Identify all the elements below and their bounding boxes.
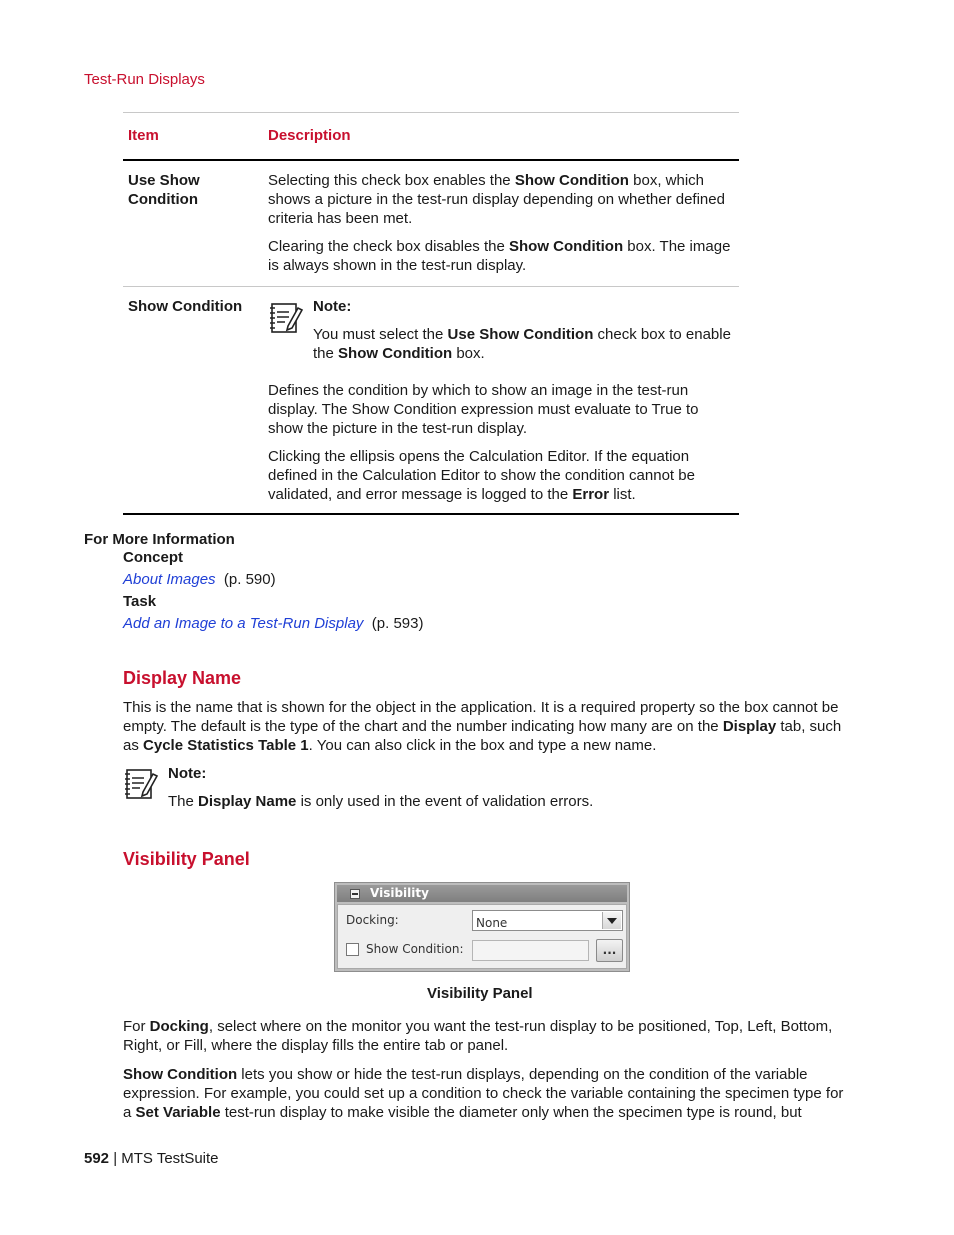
row-divider bbox=[123, 286, 739, 287]
table-bottom-rule bbox=[123, 513, 739, 515]
row1-item-line1: Use Show bbox=[128, 172, 200, 189]
table-top-rule bbox=[123, 112, 739, 113]
add-image-link[interactable]: Add an Image to a Test-Run Display bbox=[123, 615, 364, 632]
show-condition-input[interactable] bbox=[472, 940, 589, 961]
visibility-panel-heading: Visibility Panel bbox=[123, 849, 250, 869]
show-condition-label: Show Condition: bbox=[366, 942, 464, 956]
docking-value: None bbox=[476, 916, 508, 930]
display-name-note-label: Note: bbox=[168, 765, 207, 782]
page-footer bbox=[84, 1149, 219, 1168]
row2-paragraph2: Clicking the ellipsis opens the Calculation Editor. If the equation defined in the Calculation Editor to show the condition cannot be validated, and error message is logged to the Error list. bbox=[268, 448, 695, 503]
show-condition-checkbox[interactable] bbox=[346, 943, 359, 956]
concept-reference bbox=[123, 570, 276, 589]
row2-note-text: You must select the Use Show Condition check box to enable the Show Condition box. bbox=[313, 326, 731, 362]
visibility-panel-header[interactable] bbox=[337, 885, 627, 902]
show-condition-paragraph: Show Condition lets you show or hide the test-run displays, depending on the condition of the variable expression. For example, you could set up a condition to check the variable containing the specimen type for a Set Variable test-run display to make visible the diameter only when the specimen type is round, but bbox=[123, 1066, 844, 1121]
row2-item: Show Condition bbox=[128, 298, 243, 315]
concept-label: Concept bbox=[123, 549, 183, 566]
collapse-icon[interactable] bbox=[350, 889, 360, 899]
row1-description bbox=[268, 171, 738, 275]
footer-separator: | bbox=[109, 1150, 122, 1167]
visibility-panel-body bbox=[337, 904, 627, 969]
visibility-panel-figure bbox=[334, 882, 630, 972]
display-name-note-text: The Display Name is only used in the event of validation errors. bbox=[168, 793, 594, 810]
task-label: Task bbox=[123, 593, 157, 610]
page-number: 592 bbox=[84, 1150, 110, 1167]
docking-select[interactable] bbox=[472, 910, 623, 931]
visibility-panel-title: Visibility bbox=[370, 886, 429, 900]
row1-paragraph1: Selecting this check box enables the Show Condition box, which shows a picture in the test-run display depending on whether defined criteria has been met. bbox=[268, 172, 725, 227]
more-info-heading: For More Information bbox=[84, 531, 235, 548]
figure-caption: Visibility Panel bbox=[427, 985, 533, 1002]
docking-label: Docking: bbox=[346, 913, 399, 927]
row1-item-line2: Condition bbox=[128, 191, 198, 208]
table-header-item: Item bbox=[128, 127, 159, 144]
note-icon bbox=[268, 300, 304, 336]
row2-note-label: Note: bbox=[313, 298, 352, 315]
task-page-ref: (p. 593) bbox=[371, 615, 424, 632]
display-name-heading: Display Name bbox=[123, 668, 242, 688]
task-reference bbox=[123, 614, 423, 633]
running-header: Test-Run Displays bbox=[84, 71, 205, 88]
display-name-paragraph: This is the name that is shown for the object in the application. It is a required property so the box cannot be empty. The default is the type of the chart and the number indicating how many are on the Display tab, such as Cycle Statistics Table 1. You can also click in the box and type a new name. bbox=[123, 699, 842, 754]
chevron-down-icon[interactable] bbox=[602, 912, 621, 929]
docking-paragraph: For Docking, select where on the monitor you want the test-run display to be positioned, Top, Left, Bottom, Right, or Fill, where the display fills the entire tab or panel. bbox=[123, 1018, 833, 1054]
row1-item bbox=[128, 171, 200, 209]
row2-description bbox=[268, 381, 728, 504]
table-header-description: Description bbox=[268, 127, 351, 144]
row2-paragraph1: Defines the condition by which to show an image in the test-run display. The Show Condition expression must evaluate to True to show the picture in the test-run display. bbox=[268, 382, 699, 437]
row1-paragraph2: Clearing the check box disables the Show Condition box. The image is always shown in the test-run display. bbox=[268, 238, 731, 274]
table-header-rule bbox=[123, 159, 739, 161]
ellipsis-button[interactable]: ... bbox=[596, 939, 623, 962]
product-name: MTS TestSuite bbox=[121, 1150, 219, 1167]
note-icon bbox=[123, 766, 159, 802]
concept-page-ref: (p. 590) bbox=[223, 571, 276, 588]
about-images-link[interactable]: About Images bbox=[123, 571, 216, 588]
